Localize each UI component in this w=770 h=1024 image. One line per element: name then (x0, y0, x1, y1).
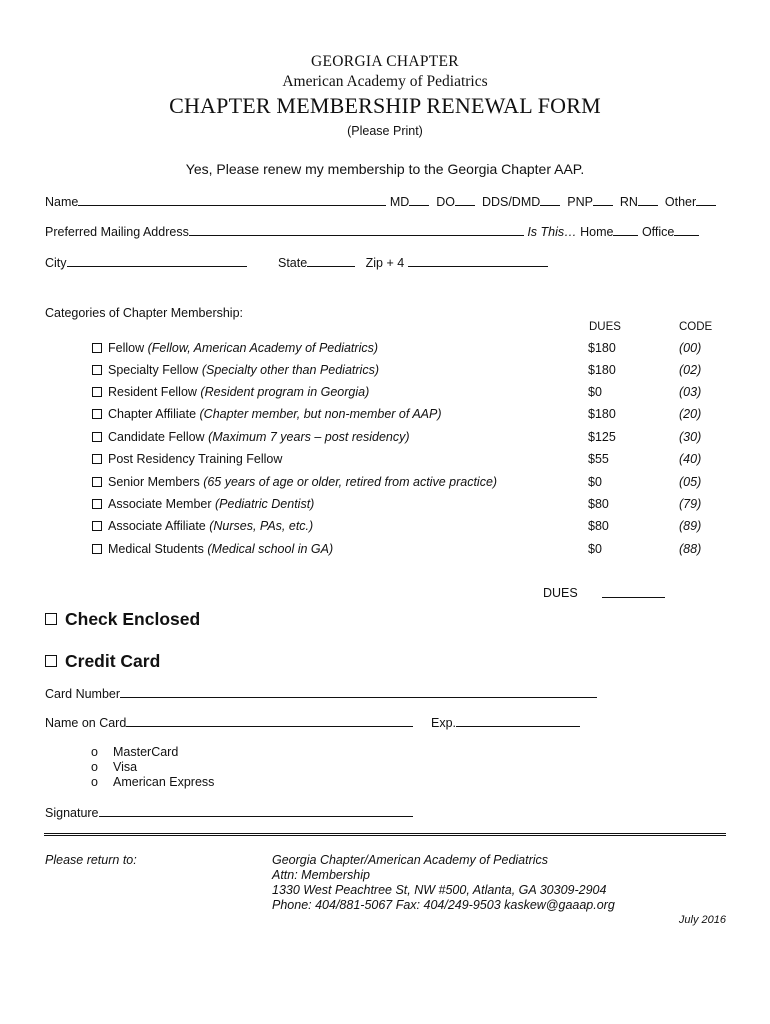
city-field[interactable] (67, 255, 247, 267)
credit-card-checkbox[interactable] (45, 655, 57, 667)
category-name: Associate Member (108, 497, 212, 511)
city-label: City (45, 256, 67, 270)
category-name: Fellow (108, 341, 145, 355)
exp-label: Exp. (431, 716, 457, 730)
state-zip-row (278, 255, 548, 270)
other-label: Other (664, 195, 697, 209)
category-code: (05) (679, 475, 702, 489)
return-address (272, 853, 615, 913)
category-desc: (Fellow, American Academy of Pediatrics) (147, 341, 379, 355)
academy-heading: American Academy of Pediatrics (282, 73, 488, 90)
category-dues: $125 (588, 430, 616, 444)
is-this-label: Is This… (527, 225, 577, 239)
category-code: (79) (679, 497, 702, 511)
category-desc: (Nurses, PAs, etc.) (209, 519, 314, 533)
please-print-note: (Please Print) (347, 124, 423, 138)
category-checkbox[interactable] (92, 454, 102, 464)
signature-field[interactable] (99, 805, 413, 817)
category-name: Post Residency Training Fellow (108, 452, 283, 466)
category-name: Medical Students (108, 542, 204, 556)
category-associate-affiliate (92, 519, 313, 533)
md-label: MD (389, 195, 410, 209)
do-label: DO (436, 195, 455, 209)
check-enclosed-option[interactable] (45, 609, 200, 630)
city-row (45, 255, 247, 270)
dues-total-label: DUES (543, 586, 578, 600)
check-enclosed-label: Check Enclosed (65, 609, 201, 629)
category-checkbox[interactable] (92, 365, 102, 375)
card-number-label: Card Number (45, 687, 121, 701)
name-on-card-row (45, 715, 413, 730)
category-code: (40) (679, 452, 702, 466)
category-chapter-affiliate (92, 407, 442, 421)
state-field[interactable] (307, 255, 355, 267)
category-code: (30) (679, 430, 702, 444)
address-line: Attn: Membership (272, 868, 370, 882)
form-date: July 2016 (678, 914, 726, 926)
category-checkbox[interactable] (92, 477, 102, 487)
name-field[interactable] (78, 194, 386, 206)
category-specialty-fellow (92, 363, 379, 377)
category-name: Specialty Fellow (108, 363, 199, 377)
category-desc: (Specialty other than Pediatrics) (201, 363, 379, 377)
card-type-mastercard[interactable] (91, 745, 178, 759)
zip-field[interactable] (408, 255, 548, 267)
pnp-field[interactable] (593, 194, 613, 206)
pnp-label: PNP (567, 195, 593, 209)
category-checkbox[interactable] (92, 409, 102, 419)
radio-bullet: o (91, 775, 98, 789)
category-checkbox[interactable] (92, 387, 102, 397)
category-desc: (Pediatric Dentist) (215, 497, 315, 511)
category-code: (89) (679, 519, 702, 533)
address-line: 1330 West Peachtree St, NW #500, Atlanta, GA 30309-2904 (272, 883, 607, 897)
return-label: Please return to: (45, 853, 137, 867)
category-name: Chapter Affiliate (108, 407, 197, 421)
name-on-card-field[interactable] (126, 715, 413, 727)
category-dues: $180 (588, 341, 616, 355)
name-label: Name (45, 195, 79, 209)
category-checkbox[interactable] (92, 521, 102, 531)
category-dues: $0 (588, 385, 602, 399)
radio-bullet: o (91, 745, 98, 759)
category-name: Senior Members (108, 475, 200, 489)
office-label: Office (641, 225, 675, 239)
address-row (45, 224, 699, 239)
card-number-field[interactable] (120, 686, 597, 698)
category-code: (02) (679, 363, 702, 377)
address-line: Phone: 404/881-5067 Fax: 404/249-9503 kaskew@gaaap.org (272, 898, 615, 912)
chapter-heading: GEORGIA CHAPTER (311, 53, 459, 70)
category-fellow (92, 341, 378, 355)
dds-label: DDS/DMD (481, 195, 541, 209)
category-desc: (Chapter member, but non-member of AAP) (199, 407, 442, 421)
category-medical-students (92, 542, 333, 556)
home-field[interactable] (613, 224, 638, 236)
category-desc: (Resident program in Georgia) (200, 385, 370, 399)
category-desc: (65 years of age or older, retired from active practice) (203, 475, 498, 489)
credit-card-option[interactable] (45, 651, 160, 672)
name-row (45, 194, 716, 209)
signature-row (45, 805, 413, 820)
card-number-row (45, 686, 597, 701)
category-checkbox[interactable] (92, 432, 102, 442)
dds-field[interactable] (540, 194, 560, 206)
address-field[interactable] (189, 224, 524, 236)
signature-label: Signature (45, 806, 99, 820)
card-type-visa[interactable] (91, 760, 137, 774)
zip-label: Zip + 4 (365, 256, 405, 270)
category-dues: $80 (588, 497, 609, 511)
category-dues: $80 (588, 519, 609, 533)
category-desc: (Maximum 7 years – post residency) (208, 430, 410, 444)
category-name: Candidate Fellow (108, 430, 205, 444)
category-checkbox[interactable] (92, 499, 102, 509)
category-name: Associate Affiliate (108, 519, 206, 533)
category-checkbox[interactable] (92, 544, 102, 554)
intro-text: Yes, Please renew my membership to the Georgia Chapter AAP. (185, 161, 585, 177)
category-checkbox[interactable] (92, 343, 102, 353)
category-name: Resident Fellow (108, 385, 197, 399)
category-desc: (Medical school in GA) (207, 542, 334, 556)
category-code: (03) (679, 385, 702, 399)
name-on-card-label: Name on Card (45, 716, 127, 730)
category-post-residency (92, 452, 282, 466)
category-senior-members (92, 475, 497, 489)
categories-heading: Categories of Chapter Membership: (45, 306, 244, 320)
category-candidate-fellow (92, 430, 410, 444)
card-type-label: American Express (113, 775, 215, 789)
card-type-label: Visa (113, 760, 138, 774)
address-label: Preferred Mailing Address (45, 225, 189, 239)
state-label: State (278, 256, 308, 270)
credit-card-label: Credit Card (65, 651, 161, 671)
check-enclosed-checkbox[interactable] (45, 613, 57, 625)
category-code: (20) (679, 407, 702, 421)
category-dues: $180 (588, 363, 616, 377)
do-field[interactable] (455, 194, 475, 206)
category-dues: $0 (588, 475, 602, 489)
radio-bullet: o (91, 760, 98, 774)
category-resident-fellow (92, 385, 369, 399)
rn-field[interactable] (638, 194, 658, 206)
rn-label: RN (619, 195, 638, 209)
category-dues: $180 (588, 407, 616, 421)
address-line: Georgia Chapter/American Academy of Pediatrics (272, 853, 549, 867)
dues-total-field[interactable] (602, 586, 665, 598)
other-field[interactable] (696, 194, 716, 206)
md-field[interactable] (409, 194, 429, 206)
category-dues: $0 (588, 542, 602, 556)
exp-field[interactable] (456, 715, 580, 727)
dues-total-row (602, 586, 665, 601)
category-code: (00) (679, 341, 702, 355)
exp-row (431, 715, 580, 730)
category-dues: $55 (588, 452, 609, 466)
dues-column-header: DUES (589, 321, 621, 333)
category-associate-member (92, 497, 314, 511)
form-title: CHAPTER MEMBERSHIP RENEWAL FORM (169, 93, 601, 118)
code-column-header: CODE (679, 321, 713, 333)
category-code: (88) (679, 542, 702, 556)
home-label: Home (580, 225, 614, 239)
divider-rule (44, 833, 726, 836)
card-type-label: MasterCard (113, 745, 179, 759)
card-type-amex[interactable] (91, 775, 214, 789)
office-field[interactable] (674, 224, 699, 236)
